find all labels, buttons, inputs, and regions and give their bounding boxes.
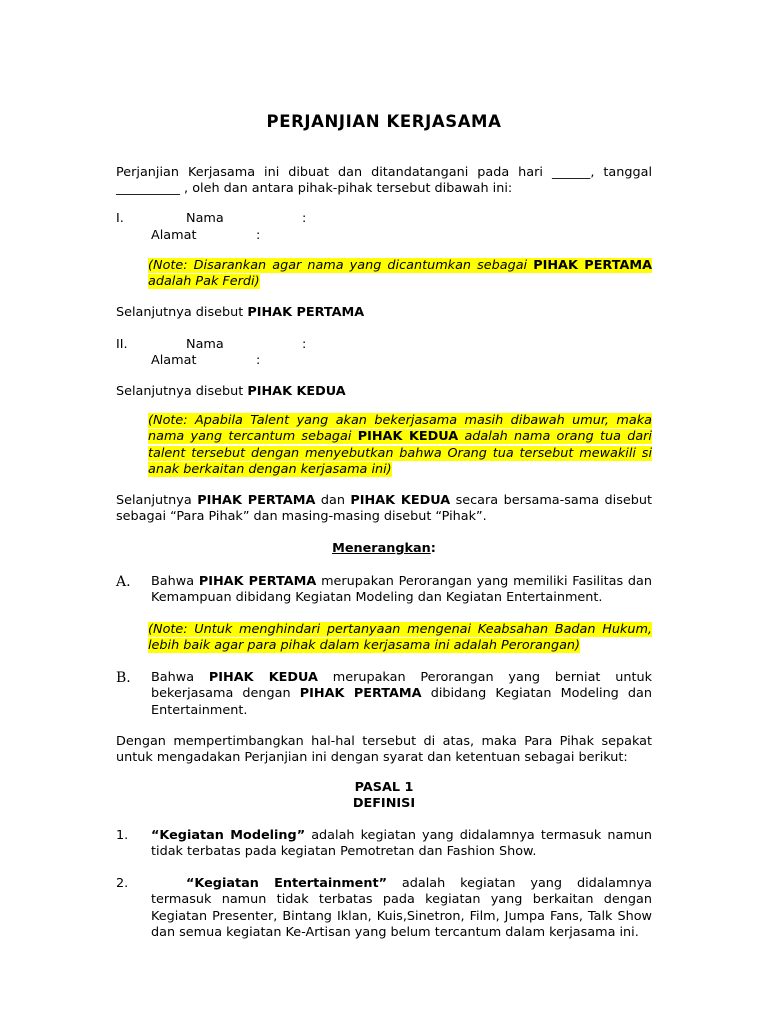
note-2: [148, 413, 652, 478]
recital-b-bold-1: PIHAK KEDUA: [208, 670, 318, 685]
recital-b-pre: Bahwa: [151, 670, 209, 685]
parties-bold-1: PIHAK PERTAMA: [197, 493, 316, 508]
note-1-post: adalah Pak Ferdi): [148, 274, 260, 290]
recitals-heading-colon: :: [430, 541, 436, 556]
pasal-subtitle: DEFINISI: [352, 796, 416, 811]
party-2-address-colon: :: [256, 353, 261, 368]
recital-a-letter: A.: [116, 574, 131, 590]
recitals-heading-text: Menerangkan: [332, 541, 431, 556]
definition-1-term: “Kegiatan Modeling”: [151, 828, 306, 843]
recitals-heading: [0, 541, 768, 557]
recital-b-bold-2: PIHAK PERTAMA: [299, 686, 422, 702]
then-second-party-pre: Selanjutnya disebut: [116, 384, 248, 399]
note-2-post: adalah nama orang tua dari talent tersebut dengan menyebutkan bahwa Orang tua tersebut mewakili si anak berkaitan dengan kerjasama ini): [148, 429, 652, 477]
party-1-address-label: Alamat: [151, 228, 197, 243]
definition-1-number: 1.: [116, 828, 129, 843]
definition-2-text: [151, 876, 652, 941]
recital-b-text: [151, 670, 652, 719]
parties-mid: dan: [315, 493, 351, 508]
agreement-paragraph: Dengan mempertimbangkan hal-hal tersebut di atas, maka Para Pihak sepakat untuk mengadakan Perjanjian ini dengan syarat dan ketentuan sebagai berikut:: [116, 734, 652, 766]
party-1-name-label: Nama: [186, 211, 224, 226]
party-1-address-colon: :: [256, 228, 261, 243]
recital-b-post: dibidang Kegiatan Modeling dan Entertainment.: [151, 686, 652, 718]
parties-definition: [116, 493, 652, 526]
note-3-text: (Note: Untuk menghindari pertanyaan mengenai Keabsahan Badan Hukum, lebih baik agar para pihak dalam kerjasama ini adalah Perorangan): [148, 622, 652, 654]
intro-line-2: __________ , oleh dan antara pihak-pihak tersebut dibawah ini:: [116, 181, 513, 196]
intro-line-1: Perjanjian Kerjasama ini dibuat dan ditandatangani pada hari ______, tanggal: [116, 165, 652, 180]
note-1: [148, 258, 652, 291]
definition-2-number: 2.: [116, 876, 129, 891]
party-2-name-label: Nama: [186, 337, 224, 352]
recital-b-letter: B.: [116, 670, 131, 686]
document-title: PERJANJIAN KERJASAMA: [266, 112, 502, 131]
recital-a-pre: Bahwa: [151, 574, 199, 589]
note-1-bold: PIHAK PERTAMA: [533, 258, 652, 273]
then-first-party: [116, 305, 364, 321]
definition-2-body: adalah kegiatan yang didalamnya termasuk namun tidak terbatas pada kegiatan yang berkaitan dengan Kegiatan Presenter, Bintang Iklan, Kuis,Sinetron, Film, Jumpa Fans, Talk Show dan semua kegiatan Ke-Artisan yang belum tercantum dalam kerjasama ini.: [151, 876, 652, 940]
recital-a-text: [151, 574, 652, 607]
then-second-party-bold: PIHAK KEDUA: [247, 384, 346, 399]
definition-1-text: [151, 828, 652, 861]
definition-2-term: “Kegiatan Entertainment”: [186, 876, 387, 891]
party-1-numeral: I.: [116, 211, 124, 226]
then-first-party-pre: Selanjutnya disebut: [116, 305, 248, 320]
definition-1-body: adalah kegiatan yang didalamnya termasuk namun tidak terbatas pada kegiatan Pemotretan dan Fashion Show.: [151, 828, 652, 860]
party-1-name-colon: :: [302, 211, 307, 226]
then-first-party-bold: PIHAK PERTAMA: [247, 305, 365, 320]
pasal-title: PASAL 1: [354, 780, 414, 795]
parties-post: secara bersama-sama disebut sebagai “Para Pihak” dan masing-masing disebut “Pihak”.: [116, 493, 653, 525]
party-2-name-colon: :: [302, 337, 307, 352]
party-2-numeral: II.: [116, 337, 128, 352]
note-2-bold: PIHAK KEDUA: [357, 429, 459, 445]
recital-a-post: merupakan Perorangan yang memiliki Fasilitas dan Kemampuan dibidang Kegiatan Modeling dan Kegiatan Entertainment.: [151, 574, 652, 606]
note-1-pre: (Note: Disarankan agar nama yang dicantumkan sebagai: [148, 258, 534, 273]
parties-pre: Selanjutnya: [116, 493, 198, 508]
recital-a-bold: PIHAK PERTAMA: [198, 574, 317, 589]
parties-bold-2: PIHAK KEDUA: [350, 493, 451, 508]
note-3: [148, 622, 652, 655]
recital-b-mid: merupakan Perorangan yang berniat untuk bekerjasama dengan: [151, 670, 652, 702]
note-2-pre: (Note: Apabila Talent yang akan bekerjasama masih dibawah umur, maka nama yang tercantum sebagai: [148, 413, 652, 445]
party-2-address-label: Alamat: [151, 353, 197, 368]
then-second-party: [116, 384, 346, 400]
